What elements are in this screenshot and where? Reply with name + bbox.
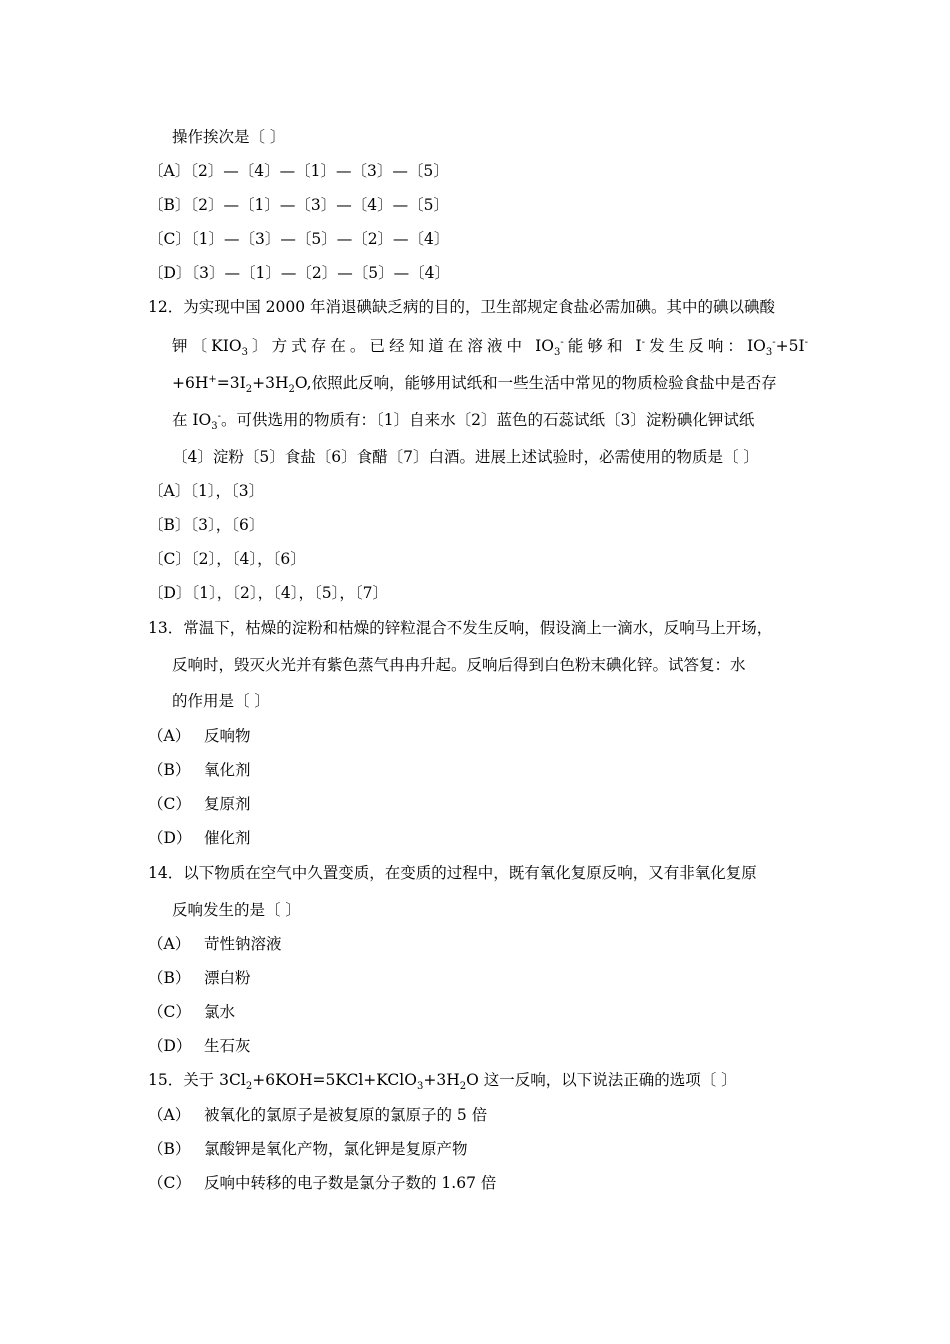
q13-option-b: （B） 氧化剂 [148, 761, 251, 779]
q14-option-d: （D） 生石灰 [148, 1037, 251, 1055]
q14-option-a: （A） 苛性钠溶液 [148, 935, 282, 953]
q12-option-d: 〔D〕〔1〕，〔2〕，〔4〕，〔5〕，〔7〕 [148, 584, 388, 602]
q12-stem-line3: $+6H^+=3I_2+3H_2O$,依照此反响，能够用试纸和一些生活中常见的物质检验食盐中是否存 [172, 373, 777, 396]
q11-option-a: 〔A〕〔2〕—〔4〕—〔1〕—〔3〕—〔5〕 [148, 162, 449, 180]
q11-tail: 操作挨次是〔 〕 [172, 128, 286, 146]
q13-option-a: （A） 反响物 [148, 727, 251, 745]
q13-stem-line2: 反响时，毁灭火光并有紫色蒸气冉冉升起。反响后得到白色粉末碘化锌。试答复：水 [172, 656, 746, 674]
q12-option-a: 〔A〕〔1〕，〔3〕 [148, 482, 265, 500]
q14-stem-line1: 14．以下物质在空气中久置变质，在变质的过程中，既有氧化复原反响，又有非氧化复原 [148, 864, 757, 882]
q15-option-c: （C） 反响中转移的电子数是氯分子数的 1.67 倍 [148, 1174, 497, 1192]
q12-stem-line1: 12．为实现中国 2000 年消退碘缺乏病的目的，卫生部规定食盐必需加碘。其中的碘以碘酸 [148, 298, 776, 316]
q13-option-d: （D） 催化剂 [148, 829, 251, 847]
q12-stem-line4: 在 $IO_3^-$。可供选用的物质有：〔1〕自来水〔2〕蓝色的石蕊试纸〔3〕淀粉碘化钾试纸 [172, 410, 755, 433]
q11-option-b: 〔B〕〔2〕—〔1〕—〔3〕—〔4〕—〔5〕 [148, 196, 449, 214]
q13-stem-line3: 的作用是〔 〕 [172, 692, 270, 710]
q14-option-b: （B） 漂白粉 [148, 969, 251, 987]
q13-stem-line1: 13．常温下，枯燥的淀粉和枯燥的锌粒混合不发生反响，假设滴上一滴水，反响马上开场， [148, 619, 773, 637]
q11-option-d: 〔D〕〔3〕—〔1〕—〔2〕—〔5〕—〔4〕 [148, 264, 450, 282]
q12-option-c: 〔C〕〔2〕，〔4〕，〔6〕 [148, 550, 306, 568]
q12-option-b: 〔B〕〔3〕，〔6〕 [148, 516, 265, 534]
q15-option-b: （B） 氯酸钾是氧化产物，氯化钾是复原产物 [148, 1140, 468, 1158]
q11-option-c: 〔C〕〔1〕—〔3〕—〔5〕—〔2〕—〔4〕 [148, 230, 450, 248]
q15-option-a: （A） 被氧化的氯原子是被复原的氯原子的 5 倍 [148, 1106, 488, 1124]
q14-option-c: （C） 氯水 [148, 1003, 236, 1021]
q12-stem-line2: 钾〔$KIO_3$〕方式存在。已经知道在溶液中 $IO_3^-$能够和 I-发生反响：$IO_3^-+5I^-$ [172, 336, 808, 359]
q12-stem-line5: 〔4〕淀粉〔5〕食盐〔6〕食醋〔7〕白酒。进展上述试验时，必需使用的物质是〔 〕 [172, 448, 759, 466]
q15-stem: 15．关于 $3Cl_2+6KOH=5KCl+KClO_3+3H_2O$ 这一反响，以下说法正确的选项〔 〕 [148, 1071, 737, 1093]
q14-stem-line2: 反响发生的是〔 〕 [172, 901, 301, 919]
q13-option-c: （C） 复原剂 [148, 795, 251, 813]
